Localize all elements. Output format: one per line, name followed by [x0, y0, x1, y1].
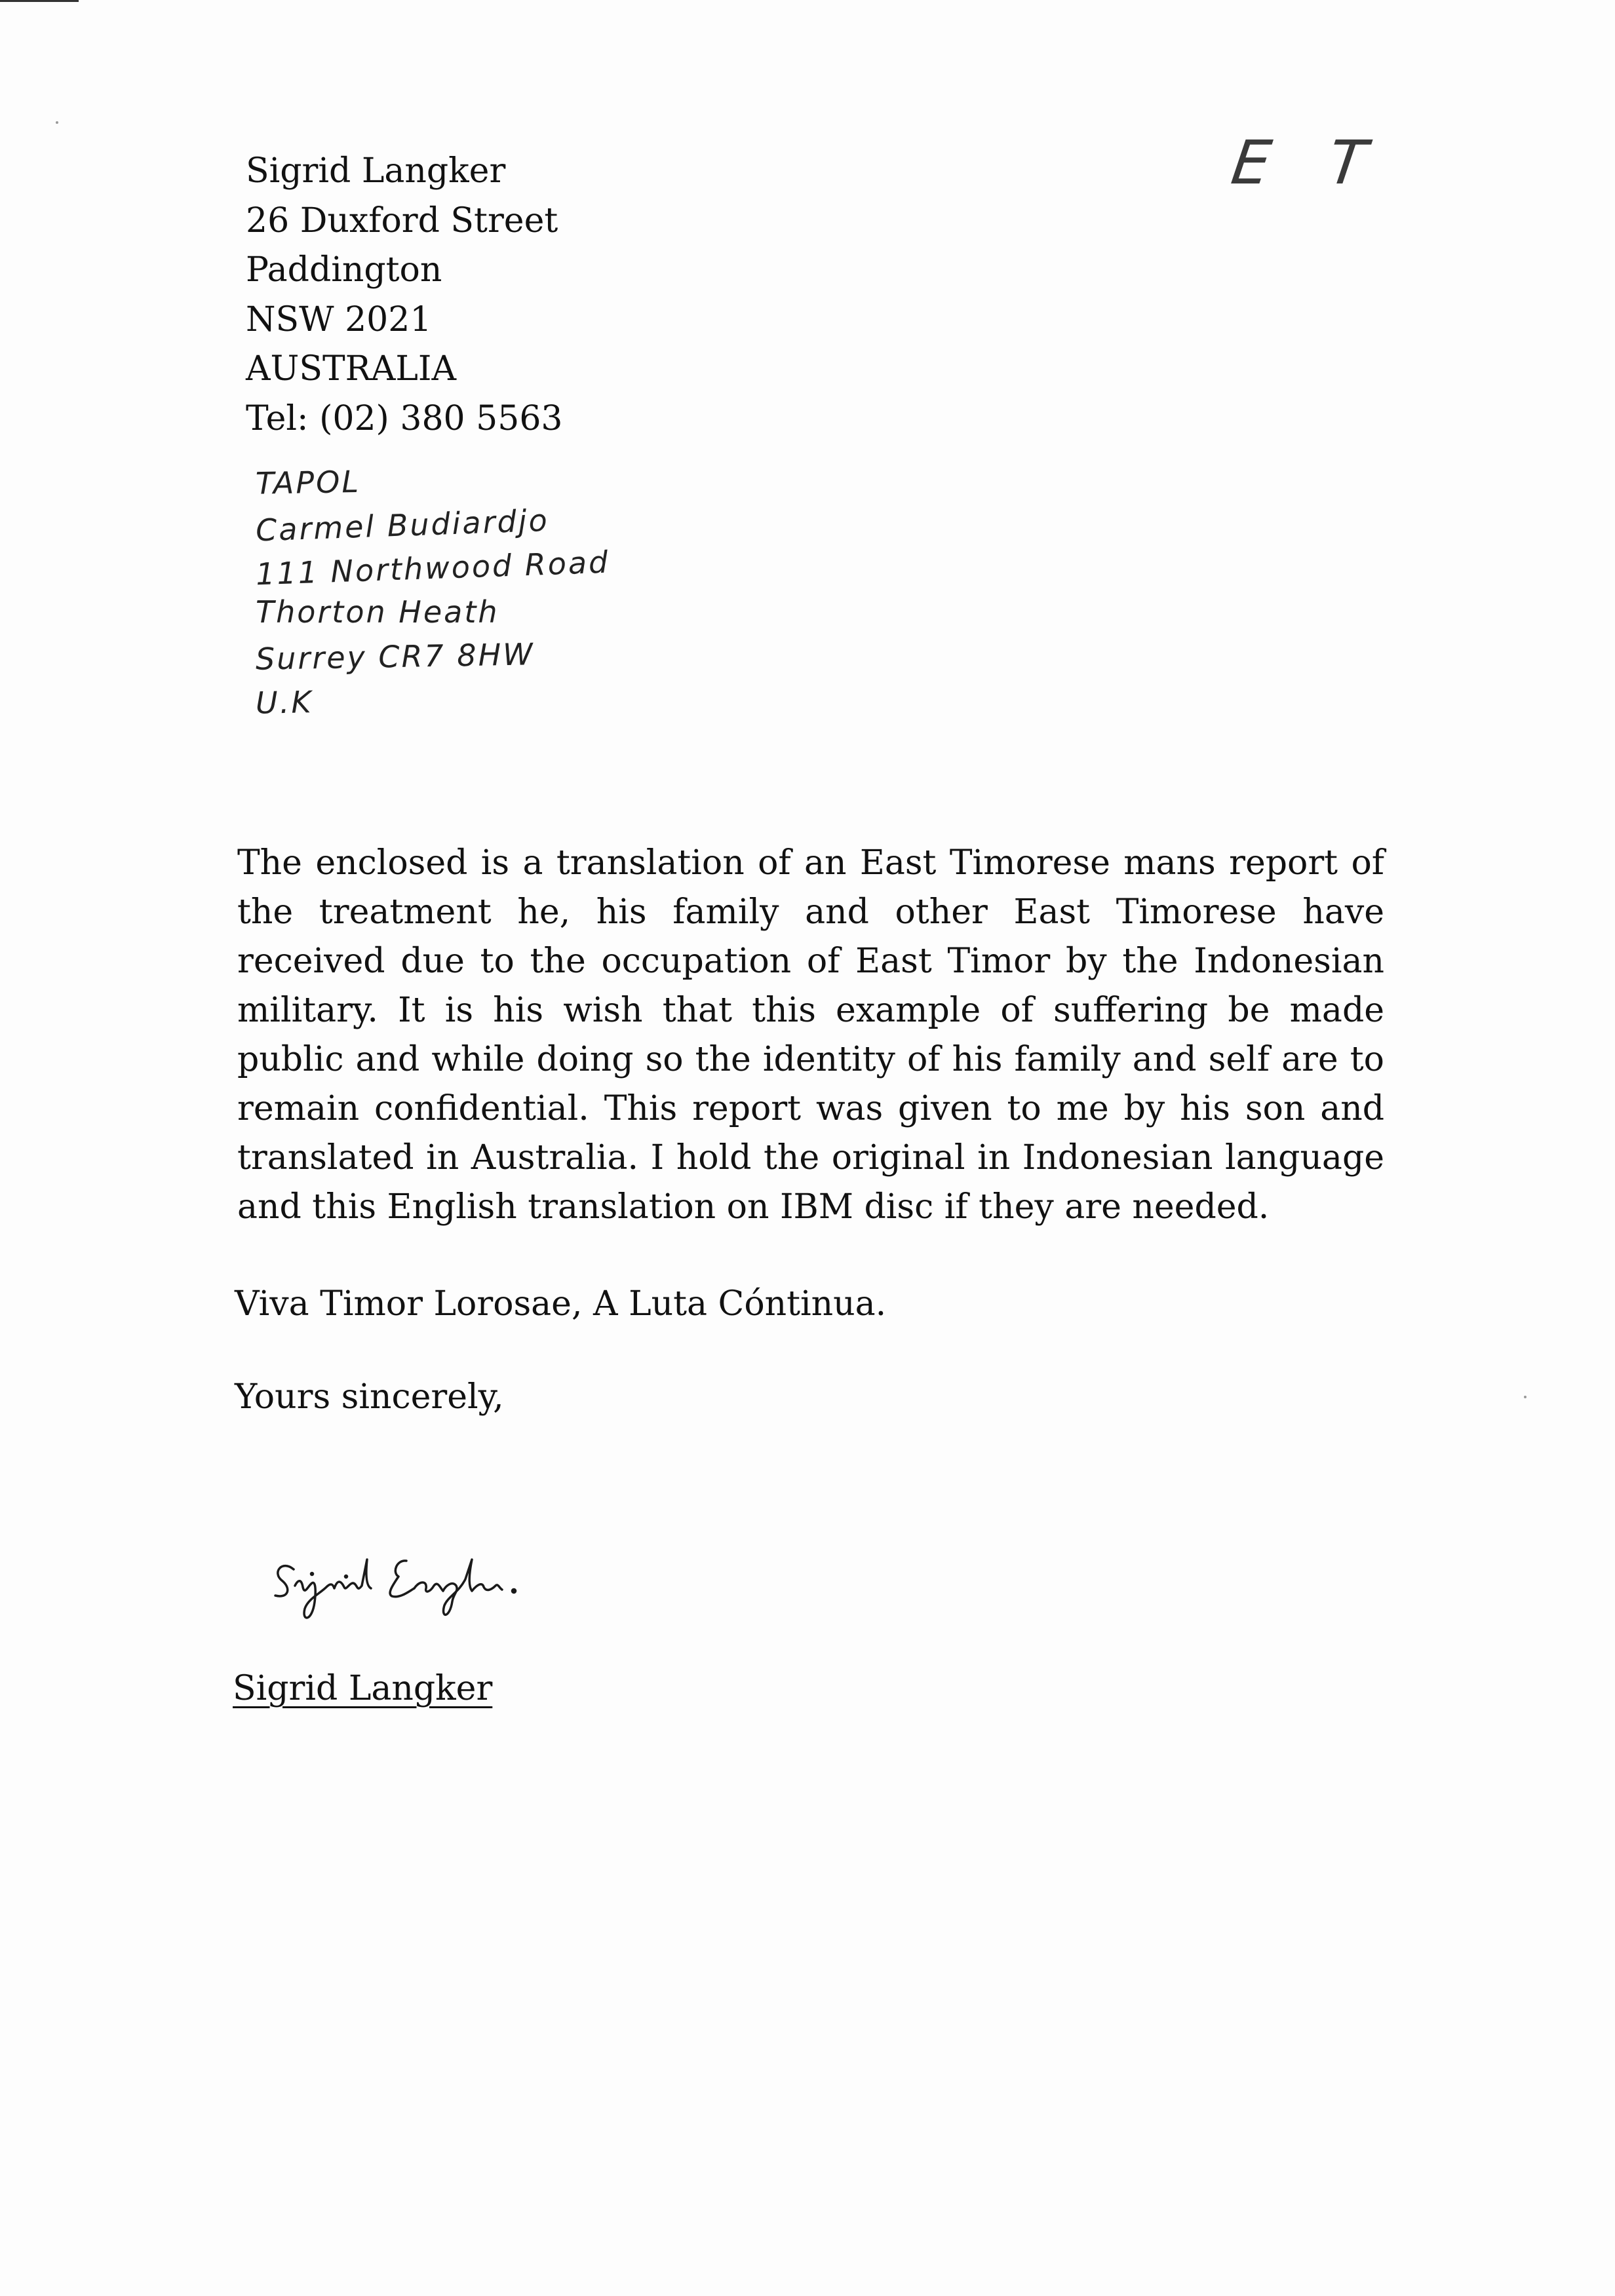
- sender-address-block: [246, 147, 563, 444]
- sender-suburb: Paddington: [246, 250, 442, 290]
- salutation: Yours sincerely,: [235, 1377, 504, 1417]
- scan-speck: [56, 121, 58, 124]
- handwritten-signature: [269, 1533, 577, 1632]
- recipient-line: TAPOL: [255, 463, 361, 501]
- recipient-line: Surrey CR7 8HW: [255, 636, 535, 677]
- sender-phone: Tel: (02) 380 5563: [246, 398, 563, 438]
- recipient-address-block: [256, 459, 610, 722]
- recipient-line: Carmel Budiardjo: [255, 502, 550, 548]
- sender-name: Sigrid Langker: [246, 151, 506, 191]
- scan-speck: [1524, 1396, 1527, 1398]
- sender-street: 26 Duxford Street: [246, 201, 558, 240]
- recipient-line: U.K: [255, 684, 313, 721]
- handwritten-corner-mark: E T: [1227, 128, 1391, 198]
- sender-country: AUSTRALIA: [246, 349, 457, 389]
- letter-body-paragraph: The enclosed is a translation of an East Timorese mans report of the treatment he, his family and other East Timorese have received due to the occupation of East Timor by the Indonesian military. It is his wish that this example of suffering be made public and while doing so the identity of his family and self are to remain confidential. This report was given to me by his son and translated in Australia. I hold the original in Indonesian language and this English translation on IBM disc if they are needed.: [237, 843, 1384, 1227]
- closing-line: Viva Timor Lorosae, A Luta Cóntinua.: [235, 1284, 887, 1324]
- sender-state-postcode: NSW 2021: [246, 299, 432, 339]
- recipient-line: Thorton Heath: [256, 594, 499, 630]
- typed-signature-name: Sigrid Langker: [233, 1669, 493, 1708]
- recipient-line: 111 Northwood Road: [255, 544, 611, 592]
- scan-edge-mark: [0, 0, 79, 2]
